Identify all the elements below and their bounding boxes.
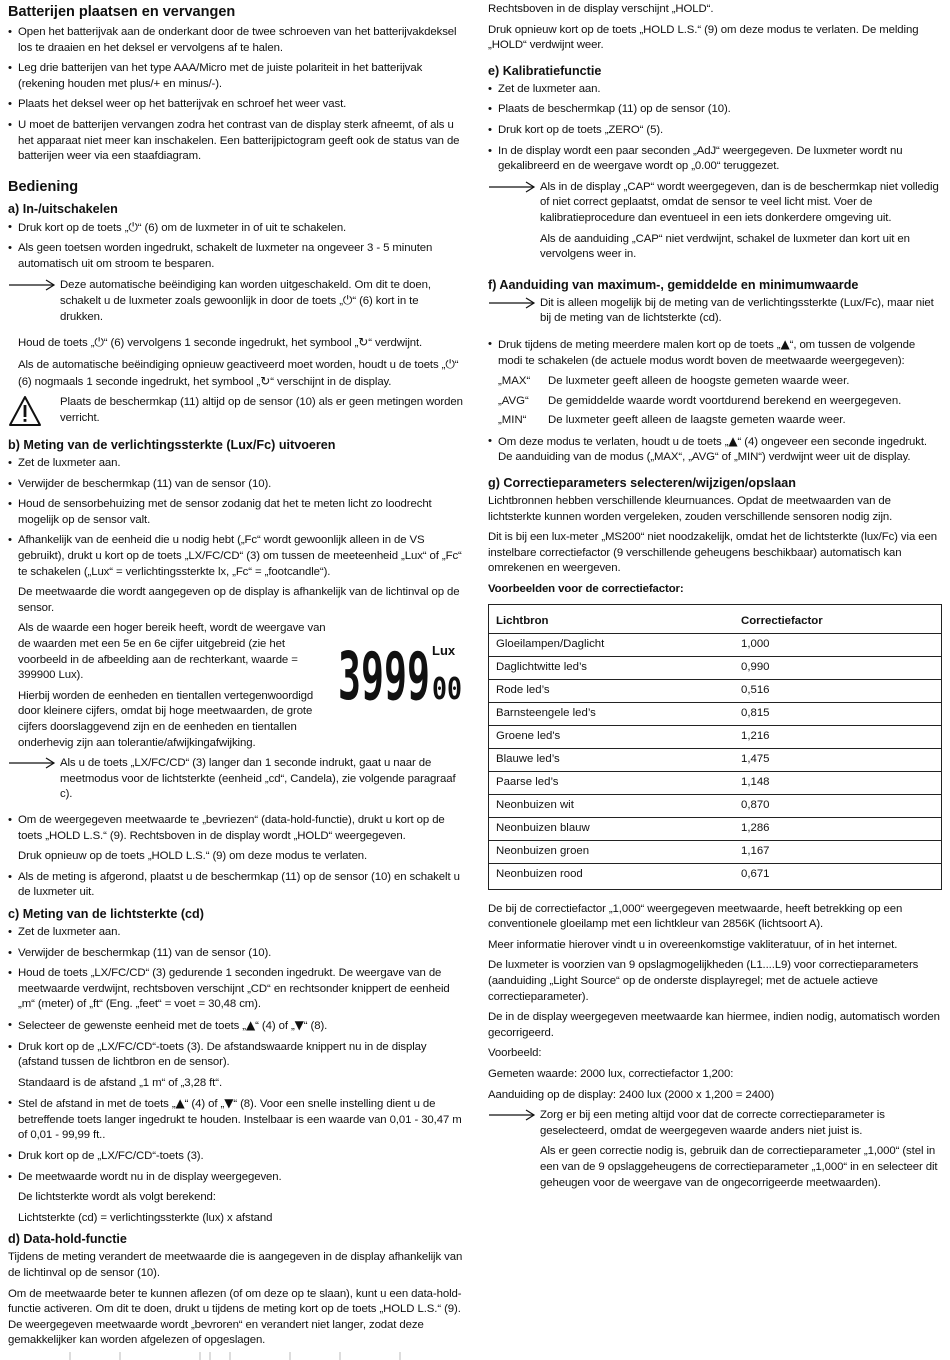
text: Houd de toets „ bbox=[18, 337, 95, 350]
text: Deze automatische beëindiging kan worden uitgeschakeld. Om dit te doen, schakelt u de luxmeter zoals gewoonlijk in door de toets „ bbox=[60, 278, 431, 308]
arrow-up-icon: ▲ bbox=[780, 336, 790, 351]
arrow-down-icon: ▼ bbox=[224, 1096, 234, 1111]
heading-g: g) Correctieparameters selecteren/wijzigen/opslaan bbox=[488, 476, 796, 491]
list-item bbox=[8, 1096, 463, 1144]
text: “ (6) kort in te drukken. bbox=[60, 295, 419, 323]
table-cell: Blauwe led’s bbox=[496, 752, 560, 765]
mode-key: „MAX“ bbox=[498, 375, 531, 388]
table-row bbox=[489, 633, 941, 656]
list-item: • Houd de toets „LX/FC/CD“ (3) gedurende 1 seconden ingedrukt. De weergave van de meetwaarde verdwijnt, rechtsboven verschijnt „CD“ en rechtsonder knippert de eenheid „m“ (meter) of „ft“ (Eng. „feet“ = voet = 30,48 cm). bbox=[8, 966, 463, 1013]
list-item: • Druk kort op de toets „ZERO“ (5). bbox=[488, 123, 942, 139]
warning bbox=[8, 395, 463, 432]
arrow-right-icon bbox=[488, 296, 540, 310]
f-list bbox=[488, 337, 942, 369]
table-row bbox=[489, 702, 941, 725]
table-cell: 1,475 bbox=[741, 752, 770, 765]
arrow-right-icon bbox=[8, 756, 60, 770]
note-text: Als in de display „CAP“ wordt weergegeven, dan is de beschermkap niet volledig of niet correct geplaatst, omdat de sensor te veel licht mist. Voer de kalibratieprocedure dan eventueel in een iets donkerdere omgeving uit. bbox=[540, 180, 939, 224]
list-item: • In de display wordt een paar seconden „AdJ“ weergegeven. De luxmeter wordt nu gekalibreerd en de weergave wordt op „0.00“ teruggezet. bbox=[488, 144, 942, 175]
paragraph: Gemeten waarde: 2000 lux, correctiefactor 1,200: bbox=[488, 1067, 734, 1080]
heading-d: d) Data-hold-functie bbox=[8, 1232, 127, 1247]
text: “, om tussen de volgende modi te schakelen (de actuele modus wordt boven de meetwaarde weergegeven): bbox=[498, 338, 916, 367]
mode-row bbox=[488, 394, 942, 410]
note-text bbox=[60, 278, 463, 326]
heading-a: a) In-/uitschakelen bbox=[8, 201, 118, 216]
mode-desc: De luxmeter geeft alleen de laagste gemeten waarde weer. bbox=[548, 414, 846, 427]
mode-desc: De luxmeter geeft alleen de hoogste gemeten waarde weer. bbox=[548, 375, 850, 388]
list-item: • Zet de luxmeter aan. bbox=[8, 925, 463, 941]
list-item: • Verwijder de beschermkap (11) van de sensor (10). bbox=[8, 946, 463, 962]
text: Stel de afstand in met de toets „ bbox=[18, 1098, 176, 1111]
heading-c: c) Meting van de lichtsterkte (cd) bbox=[8, 906, 204, 921]
list-item: • Druk kort op de „LX/FC/CD“-toets (3). bbox=[8, 1149, 463, 1165]
warning-icon bbox=[8, 395, 60, 432]
paragraph bbox=[8, 335, 463, 352]
text: “ (8). Voor een snelle instelling dient u de betreffende toets langer ingedrukt te houden. Instelbaar is een waarde van 0,01 - 30,47 m of 0,01 - 99,99 ft.. bbox=[18, 1098, 462, 1142]
note-text: Zorg er bij een meting altijd voor dat de correcte correctieparameter is geselecteerd, omdat de weergegeven waarde anders niet juist is. bbox=[540, 1109, 885, 1137]
paragraph: Aanduiding op de display: 2400 lux (2000 x 1,200 = 2400) bbox=[488, 1088, 775, 1101]
list-item: • Druk kort op de „LX/FC/CD“-toets (3). De afstandswaarde knippert nu in de display (afstand tussen de lichtbron en de sensor). bbox=[8, 1040, 463, 1071]
note-text: Als u de toets „LX/FC/CD“ (3) langer dan 1 seconde indrukt, gaat u naar de meetmodus voor de lichtsterkte (eenheid „cd“, Candela), zie volgende paragraaf c). bbox=[60, 757, 456, 801]
table-cell: 1,286 bbox=[741, 821, 770, 834]
table-row bbox=[489, 840, 941, 863]
power-icon: ⏻ bbox=[342, 293, 353, 308]
text: “ (6) om de luxmeter in of uit te schakelen. bbox=[137, 221, 347, 234]
correction-factor-table bbox=[488, 604, 942, 890]
paragraph: Rechtsboven in de display verschijnt „HOLD“. bbox=[488, 3, 714, 15]
c-list-2 bbox=[8, 1096, 463, 1185]
arrow-down-icon: ▼ bbox=[294, 1017, 304, 1032]
arrow-up-icon: ▲ bbox=[175, 1096, 185, 1111]
note bbox=[488, 180, 942, 268]
table-cell: Neonbuizen blauw bbox=[496, 821, 590, 834]
arrow-right-icon bbox=[488, 1108, 540, 1122]
b-list-2 bbox=[8, 813, 463, 844]
paragraph: Tijdens de meting verandert de meetwaarde die is aangegeven in de display afhankelijk van de lichtinval op de sensor (10). bbox=[8, 1251, 463, 1280]
paragraph: Standaard is de afstand „1 m“ of „3,28 ft“. bbox=[18, 1076, 223, 1089]
paragraph: Voorbeelden voor de correctiefactor: bbox=[488, 583, 684, 596]
power-icon: ⏻ bbox=[94, 335, 104, 350]
list-item bbox=[488, 434, 942, 466]
table-cell: 1,216 bbox=[741, 729, 770, 742]
table-cell: Gloeilampen/Daglicht bbox=[496, 637, 605, 650]
table-cell: Paarse led’s bbox=[496, 775, 559, 788]
paragraph: Voorbeeld: bbox=[488, 1047, 542, 1060]
formula: Lichtsterkte (cd) = verlichtingssterkte (lux) x afstand bbox=[18, 1211, 273, 1224]
text: “ (6) vervolgens 1 seconde ingedrukt, het symbool „ bbox=[103, 337, 359, 350]
mode-row bbox=[488, 413, 942, 429]
text: “ verschijnt in de display. bbox=[270, 375, 392, 388]
table-cell: 0,990 bbox=[741, 660, 770, 673]
list-item: • Afhankelijk van de eenheid die u nodig hebt („Fc“ wordt gewoonlijk alleen in de VS gebruikt), drukt u kort op de toets „LX/FC/CD“ (3) om tussen de meeteenheid „Lux“ of „Fc“ te schakelen („Lux“ = verlichtingssterkte lx, „Fc“ = „footcandle“). bbox=[8, 533, 463, 580]
page-bottom-marks bbox=[60, 1352, 420, 1360]
warning-text: Plaats de beschermkap (11) altijd op de sensor (10) als er geen metingen worden verricht. bbox=[60, 396, 463, 424]
power-icon: ⏻ bbox=[445, 356, 455, 371]
text: “ (6) nogmaals 1 seconde ingedrukt, het symbool „ bbox=[18, 358, 459, 388]
b-list bbox=[8, 456, 463, 580]
list-item: • De meetwaarde wordt nu in de display weergegeven. bbox=[8, 1170, 463, 1186]
table-header-cell: Correctiefactor bbox=[741, 614, 823, 627]
heading-e: e) Kalibratiefunctie bbox=[488, 63, 602, 78]
table-row bbox=[489, 794, 941, 817]
heading-operation: Bediening bbox=[8, 178, 79, 195]
paragraph: Dit is bij een lux-meter „MS200“ niet noodzakelijk, omdat het de lichtsterkte (lux/Fc) via een instelbare correctiefactor (9 verschillende geheugens beschikbaar) automatisch kan omrekenen en weergeven. bbox=[488, 531, 937, 575]
table-header bbox=[489, 611, 941, 633]
paragraph: De meetwaarde die wordt aangegeven op de display is afhankelijk van de lichtinval op de sensor. bbox=[18, 586, 460, 614]
list-item bbox=[488, 337, 942, 369]
paragraph: Hierbij worden de eenheden en tientallen vertegenwoordigd door kleinere cijfers, omdat bij hoge meetwaarden, de grote cijfers doorslaggevend zijn en de eenheden en tientallen onderhevig zijn aan tolerantie/afwijkingafwijking. bbox=[18, 689, 314, 749]
text: “ (4) of „ bbox=[255, 1019, 295, 1032]
table-cell: Daglichtwitte led’s bbox=[496, 660, 587, 673]
table-cell: 0,870 bbox=[741, 798, 770, 811]
table-row bbox=[489, 771, 941, 794]
list-item: • Als geen toetsen worden ingedrukt, schakelt de luxmeter na ongeveer 3 - 5 minuten automatisch uit om stroom te besparen. bbox=[8, 241, 463, 272]
heading-b: b) Meting van de verlichtingssterkte (Lux/Fc) uitvoeren bbox=[8, 438, 336, 453]
table-row bbox=[489, 863, 941, 886]
table-cell: 1,000 bbox=[741, 637, 770, 650]
mode-key: „MIN“ bbox=[498, 414, 527, 427]
text: “ (4) ongeveer een seconde ingedrukt. De aanduiding van de modus („MAX“, „AVG“ of „MIN“) verdwijnt weer uit de display. bbox=[498, 435, 927, 464]
table-header-cell: Lichtbron bbox=[496, 614, 549, 627]
table-cell: Barnsteengele led’s bbox=[496, 706, 596, 719]
auto-off-icon: ↻ bbox=[260, 373, 271, 388]
c-list bbox=[8, 925, 463, 1071]
note-text: Als de aanduiding „CAP“ niet verdwijnt, schakel de luxmeter dan kort uit en vervolgens weer in. bbox=[540, 232, 910, 261]
table-cell: Groene led's bbox=[496, 729, 561, 742]
arrow-right-icon bbox=[8, 278, 60, 292]
auto-off-icon: ↻ bbox=[358, 335, 369, 350]
list-item: • Als de meting is afgerond, plaatst u de beschermkap (11) op de sensor (10) en schakelt u de luxmeter uit. bbox=[8, 870, 463, 901]
battery-list bbox=[8, 25, 463, 165]
text: “ verdwijnt. bbox=[368, 337, 423, 350]
list-item: • Om de weergegeven meetwaarde te „bevriezen“ (data-hold-functie), drukt u kort op de toets „HOLD L.S.“ (9). Rechtsboven in de display wordt „HOLD“ weergegeven. bbox=[8, 813, 463, 844]
paragraph: De bij de correctiefactor „1,000“ weergegeven meetwaarde, heeft betrekking op een conventionele gloeilamp met een lichtkleur van 2856K (lichtsoort A). bbox=[488, 902, 903, 931]
paragraph: De luxmeter is voorzien van 9 opslagmogelijkheden (L1....L9) voor correctieparameters (aanduiding „Light Source“ op de onderste displayregel; met de actuele actieve correctieparameter). bbox=[488, 959, 919, 1003]
f-list-2 bbox=[488, 434, 942, 466]
heading-f: f) Aanduiding van maximum-, gemiddelde en minimumwaarde bbox=[488, 277, 859, 292]
mode-key: „AVG“ bbox=[498, 394, 529, 407]
table-cell: Neonbuizen wit bbox=[496, 798, 574, 811]
list-item: • Plaats de beschermkap (11) op de sensor (10). bbox=[488, 102, 942, 118]
paragraph: Als de waarde een hoger bereik heeft, wordt de weergave van de waarden met een 5e en 6e cijfer uitgebreid (zie het voorbeeld in de afbeelding aan de rechterkant, waarde = 399900 Lux). bbox=[18, 622, 326, 682]
arrow-up-icon: ▲ bbox=[728, 433, 738, 448]
table-row bbox=[489, 748, 941, 771]
table-row bbox=[489, 679, 941, 702]
paragraph: Om de meetwaarde beter te kunnen aflezen (of om deze op te slaan), kunt u een data-hold-functie activeren. Om dit te doen, drukt u tijdens de meting kort op de toets „HOLD L.S.“ (9). De weergegeven meetwaarde wordt „bevroren“ en verandert niet langer, zodat deze gemakkelijker kan worden afgelezen of opgeslagen. bbox=[8, 1287, 462, 1347]
note bbox=[8, 278, 463, 331]
lcd-unit: Lux bbox=[432, 643, 456, 659]
a-list bbox=[8, 220, 463, 273]
arrow-up-icon: ▲ bbox=[246, 1017, 256, 1032]
text: Om deze modus te verlaten, houdt u de toets „ bbox=[498, 435, 729, 448]
note bbox=[8, 756, 463, 808]
table-cell: 1,167 bbox=[741, 844, 770, 857]
paragraph: Druk opnieuw op de toets „HOLD L.S.“ (9) om deze modus te verlaten. bbox=[18, 850, 368, 863]
note-text: Als er geen correctie nodig is, gebruik dan de correctieparameter „1,000“ (stel in een van de 9 opslaggeheugens de correctieparameter „1,000“ in en selecteer dit geheugen voor de weergave van de ongecorrigeerde meetwaarden). bbox=[540, 1145, 938, 1189]
list-item: • Zet de luxmeter aan. bbox=[8, 456, 463, 472]
paragraph: Lichtbronnen hebben verschillende kleurnuances. Opdat de meetwaarden van de lichtsterkte kunnen worden vergeleken, zouden verschillende sensoren nodig zijn. bbox=[488, 495, 893, 523]
lcd-display-example bbox=[330, 621, 466, 756]
mode-row bbox=[488, 374, 942, 390]
b-list-3 bbox=[8, 870, 463, 901]
text: Druk kort op de toets „ bbox=[18, 221, 129, 234]
note-text: Dit is alleen mogelijk bij de meting van de verlichtingssterkte (Lux/Fc), maar niet bij de meting van de lichtsterkte (cd). bbox=[540, 296, 934, 325]
e-list bbox=[488, 82, 942, 175]
list-item: • Open het batterijvak aan de onderkant door de twee schroeven van het batterijvakdeksel los te draaien en het deksel er vervolgens af te halen. bbox=[8, 25, 463, 56]
table-row bbox=[489, 656, 941, 679]
text: “ (4) of „ bbox=[184, 1098, 225, 1111]
text: “ (8). bbox=[303, 1019, 328, 1032]
text: Druk tijdens de meting meerdere malen kort op de toets „ bbox=[498, 338, 781, 351]
table-cell: Neonbuizen groen bbox=[496, 844, 590, 857]
note bbox=[488, 1108, 942, 1196]
list-item: • Houd de sensorbehuizing met de sensor zodanig dat het te meten licht zo loodrecht mogelijk op de sensor valt. bbox=[8, 497, 463, 528]
lcd-big-digits: 3999 bbox=[338, 638, 430, 708]
heading-batteries: Batterijen plaatsen en vervangen bbox=[8, 4, 236, 20]
power-icon: ⏻ bbox=[128, 219, 138, 234]
lux-example bbox=[8, 621, 463, 756]
table-cell: Rode led’s bbox=[496, 683, 550, 696]
table-cell: 0,516 bbox=[741, 683, 770, 696]
paragraph: Meer informatie hierover vindt u in overeenkomstige vakliteratuur, of in het internet. bbox=[488, 938, 898, 951]
text: Als de automatische beëindiging opnieuw geactiveerd moet worden, houdt u de toets „ bbox=[18, 358, 446, 371]
list-item bbox=[8, 220, 463, 237]
right-column bbox=[488, 2, 942, 1201]
list-item: • Verwijder de beschermkap (11) van de sensor (10). bbox=[8, 477, 463, 493]
text: Selecteer de gewenste eenheid met de toets „ bbox=[18, 1019, 246, 1032]
modes-list bbox=[488, 374, 942, 429]
table-cell: 0,815 bbox=[741, 706, 770, 719]
list-item: • U moet de batterijen vervangen zodra het contrast van de display sterk afneemt, of als u het apparaat niet meer kan inschakelen. Een batterijpictogram geeft ook de status van de batterijen weer via een staafdiagram. bbox=[8, 118, 463, 165]
left-column bbox=[8, 2, 463, 1354]
paragraph: De in de display weergegeven meetwaarde kan hiermee, indien nodig, automatisch worden gecorrigeerd. bbox=[488, 1011, 940, 1039]
list-item: • Plaats het deksel weer op het batterijvak en schroef het weer vast. bbox=[8, 97, 463, 113]
table-cell: 0,671 bbox=[741, 867, 770, 880]
table-row bbox=[489, 817, 941, 840]
table-row bbox=[489, 725, 941, 748]
paragraph: Druk opnieuw kort op de toets „HOLD L.S.“ (9) om deze modus te verlaten. De melding „HOLD“ verdwijnt weer. bbox=[488, 23, 919, 52]
paragraph bbox=[8, 357, 463, 390]
table-cell: 1,148 bbox=[741, 775, 770, 788]
arrow-right-icon bbox=[488, 180, 540, 194]
list-item bbox=[8, 1018, 463, 1035]
table-cell: Neonbuizen rood bbox=[496, 867, 583, 880]
lcd-small-digits: 00 bbox=[432, 672, 462, 708]
list-item: • Zet de luxmeter aan. bbox=[488, 82, 942, 98]
paragraph: De lichtsterkte wordt als volgt berekend: bbox=[18, 1191, 216, 1204]
note bbox=[488, 296, 942, 332]
mode-desc: De gemiddelde waarde wordt voortdurend berekend en weergegeven. bbox=[548, 394, 902, 407]
list-item: • Leg drie batterijen van het type AAA/Micro met de juiste polariteit in het batterijvak (rekening houden met plus/+ en minus/-). bbox=[8, 61, 463, 92]
